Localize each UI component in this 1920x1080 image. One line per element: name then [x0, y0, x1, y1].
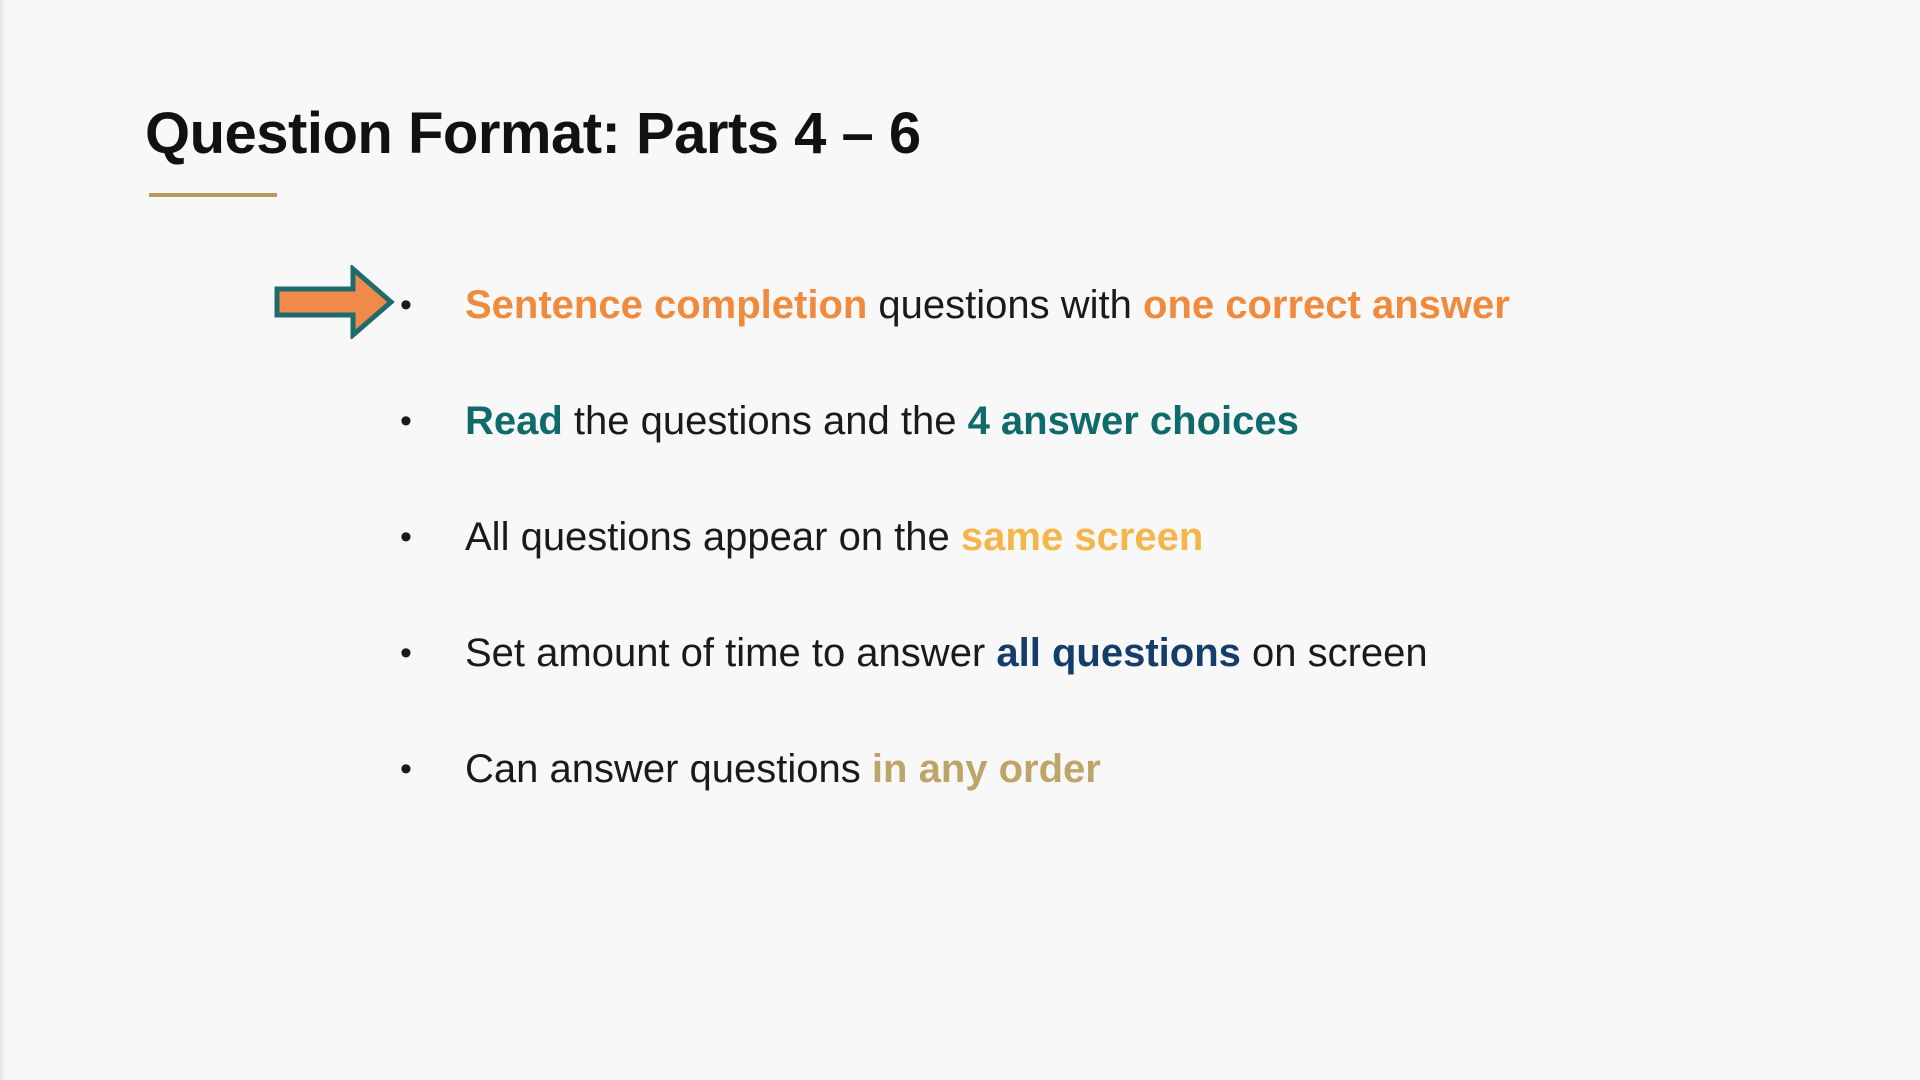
bullet-text-segment: all questions: [996, 631, 1241, 675]
bullet-text-segment: Read: [465, 399, 563, 443]
bullet-item: [400, 497, 1510, 613]
bullet-text-segment: All questions appear on the: [465, 515, 961, 559]
right-arrow-icon: [273, 265, 395, 339]
bullet-dot: •: [400, 750, 412, 788]
slide-title: Question Format: Parts 4 – 6: [145, 101, 921, 166]
bullet-text-segment: the questions and the: [562, 399, 968, 443]
bullet-list: [400, 265, 1510, 845]
bullet-text-segment: same screen: [960, 515, 1204, 559]
bullet-dot: •: [400, 518, 412, 556]
bullet-text: [465, 381, 1299, 461]
bullet-text: [465, 497, 1203, 577]
bullet-text-segment: Sentence completion: [465, 283, 868, 327]
bullet-text: [465, 729, 1101, 809]
bullet-text: [465, 613, 1428, 693]
bullet-item: [400, 613, 1510, 729]
bullet-item: [400, 265, 1510, 381]
bullet-item: [400, 729, 1510, 845]
bullet-dot: •: [400, 634, 412, 672]
bullet-text-segment: questions with: [867, 283, 1144, 327]
bullet-text-segment: on screen: [1240, 631, 1428, 675]
bullet-text-segment: one correct answer: [1143, 283, 1510, 327]
bullet-text: [465, 265, 1510, 345]
bullet-item: [400, 381, 1510, 497]
bullet-text-segment: 4 answer choices: [967, 399, 1299, 443]
slide-left-edge: [0, 0, 6, 1080]
bullet-dot: •: [400, 402, 412, 440]
bullet-text-segment: Can answer questions: [465, 747, 872, 791]
bullet-dot: •: [400, 286, 412, 324]
bullet-text-segment: Set amount of time to answer: [465, 631, 997, 675]
bullet-text-segment: in any order: [871, 747, 1101, 791]
title-underline: [149, 193, 277, 197]
